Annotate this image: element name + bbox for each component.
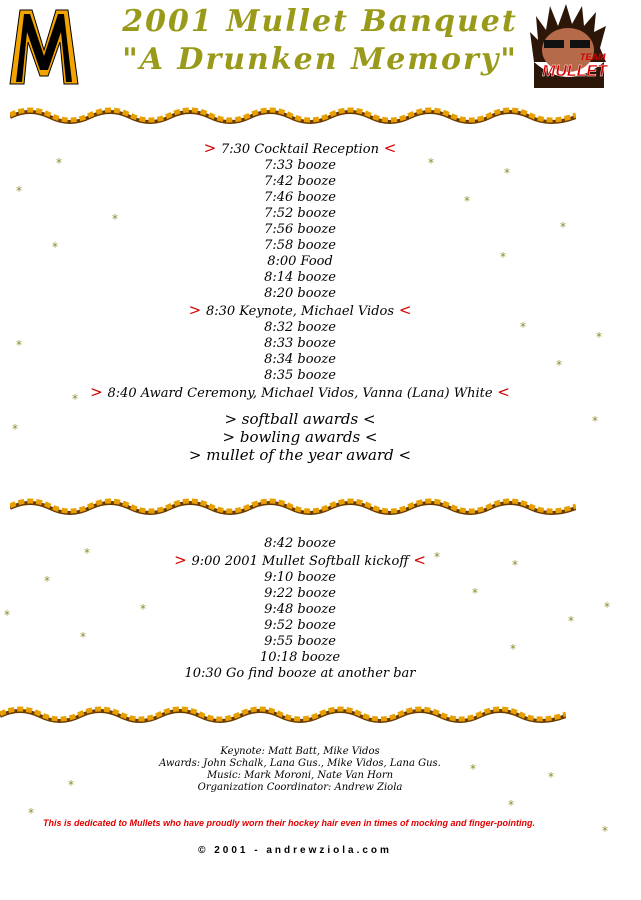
star-icon: * bbox=[596, 330, 602, 344]
arrow-left-icon: > bbox=[203, 139, 221, 157]
star-icon: * bbox=[500, 250, 506, 264]
arrow-left-icon: > bbox=[90, 383, 108, 401]
star-icon: * bbox=[592, 414, 598, 428]
star-icon: * bbox=[52, 240, 58, 254]
schedule-item: 7:58 booze bbox=[264, 238, 336, 253]
arrow-right-icon: < bbox=[408, 551, 426, 569]
star-icon: * bbox=[560, 220, 566, 234]
dedication-text: This is dedicated to Mullets who have proudly worn their hockey hair even in times of mocking and finger-pointing. bbox=[42, 818, 536, 828]
star-icon: * bbox=[44, 574, 50, 588]
mullet-m-logo bbox=[6, 6, 82, 86]
schedule-item: 8:42 booze bbox=[264, 536, 336, 551]
page-subtitle: "A Drunken Memory" bbox=[122, 42, 518, 77]
schedule-item: 8:20 booze bbox=[264, 286, 336, 301]
star-icon: * bbox=[512, 558, 518, 572]
credit-music: Music: Mark Moroni, Nate Van Horn bbox=[206, 770, 394, 781]
page-title: 2001 Mullet Banquet bbox=[122, 4, 518, 39]
schedule-item: 10:30 Go find booze at another bar bbox=[184, 666, 416, 681]
schedule-item: 7:56 booze bbox=[264, 222, 336, 237]
star-icon: * bbox=[520, 320, 526, 334]
schedule-item-label: 7:30 Cocktail Reception bbox=[220, 142, 380, 157]
schedule-item bbox=[0, 552, 600, 570]
star-icon: * bbox=[472, 586, 478, 600]
star-icon: * bbox=[140, 602, 146, 616]
schedule-item-label: 9:00 2001 Mullet Softball kickoff bbox=[191, 554, 409, 569]
schedule-part-2 bbox=[0, 536, 600, 682]
star-icon: * bbox=[4, 608, 10, 622]
schedule-item bbox=[0, 140, 600, 158]
awards-item-bowling: > bowling awards < bbox=[222, 428, 378, 446]
schedule-item: 9:10 booze bbox=[264, 570, 336, 585]
star-icon: * bbox=[84, 546, 90, 560]
garland-divider-middle bbox=[10, 494, 576, 518]
star-icon: * bbox=[548, 770, 554, 784]
schedule-item: 9:52 booze bbox=[264, 618, 336, 633]
schedule-item-label: 8:30 Keynote, Michael Vidos bbox=[205, 304, 395, 319]
garland-divider-bottom bbox=[0, 702, 566, 726]
logo-team-text: TEAM bbox=[580, 52, 606, 62]
star-icon: * bbox=[556, 358, 562, 372]
star-icon: * bbox=[504, 166, 510, 180]
star-icon: * bbox=[428, 156, 434, 170]
garland-divider-top bbox=[10, 103, 576, 127]
arrow-left-icon: > bbox=[188, 301, 206, 319]
schedule-item: 9:55 booze bbox=[264, 634, 336, 649]
star-icon: * bbox=[72, 392, 78, 406]
schedule-part-1 bbox=[0, 140, 600, 402]
star-icon: * bbox=[112, 212, 118, 226]
credit-coordinator: Organization Coordinator: Andrew Ziola bbox=[197, 782, 403, 793]
schedule-item: 8:32 booze bbox=[264, 320, 336, 335]
schedule-item: 8:35 booze bbox=[264, 368, 336, 383]
schedule-item-label: 8:40 Award Ceremony, Michael Vidos, Vanna (Lana) White bbox=[107, 386, 493, 401]
star-icon: * bbox=[604, 600, 610, 614]
credit-keynote: Keynote: Matt Batt, Mike Vidos bbox=[220, 746, 380, 757]
credits bbox=[0, 746, 600, 794]
schedule-item: 9:48 booze bbox=[264, 602, 336, 617]
star-icon: * bbox=[602, 824, 608, 838]
awards-item-mullet: > mullet of the year award < bbox=[188, 446, 412, 464]
schedule-item: 7:42 booze bbox=[264, 174, 336, 189]
credit-awards: Awards: John Schalk, Lana Gus., Mike Vidos, Lana Gus. bbox=[159, 758, 441, 769]
star-icon: * bbox=[464, 194, 470, 208]
star-icon: * bbox=[80, 630, 86, 644]
star-icon: * bbox=[510, 642, 516, 656]
star-icon: * bbox=[16, 338, 22, 352]
schedule-item: 9:22 booze bbox=[264, 586, 336, 601]
arrow-left-icon: > bbox=[174, 551, 192, 569]
logo-mullet-text: MULLET bbox=[542, 63, 607, 80]
schedule-item: 8:33 booze bbox=[264, 336, 336, 351]
arrow-right-icon: < bbox=[492, 383, 510, 401]
arrow-right-icon: < bbox=[379, 139, 397, 157]
star-icon: * bbox=[434, 550, 440, 564]
copyright-link[interactable]: © 2001 - andrewziola.com bbox=[198, 845, 392, 856]
schedule-item: 8:14 booze bbox=[264, 270, 336, 285]
schedule-item bbox=[0, 384, 600, 402]
star-icon: * bbox=[68, 778, 74, 792]
schedule-item: 8:34 booze bbox=[264, 352, 336, 367]
star-icon: * bbox=[508, 798, 514, 812]
star-icon: * bbox=[56, 156, 62, 170]
star-icon: * bbox=[470, 762, 476, 776]
awards-list bbox=[0, 410, 600, 464]
schedule-item: 8:00 Food bbox=[267, 254, 333, 269]
schedule-item: 7:33 booze bbox=[264, 158, 336, 173]
schedule-item: 7:46 booze bbox=[264, 190, 336, 205]
star-icon: * bbox=[28, 806, 34, 820]
team-mullet-logo bbox=[528, 2, 608, 88]
schedule-item: 10:18 booze bbox=[259, 650, 341, 665]
star-icon: * bbox=[12, 422, 18, 436]
schedule-item: 7:52 booze bbox=[264, 206, 336, 221]
star-icon: * bbox=[568, 614, 574, 628]
arrow-right-icon: < bbox=[394, 301, 412, 319]
awards-item-softball: > softball awards < bbox=[224, 410, 376, 428]
star-icon: * bbox=[16, 184, 22, 198]
schedule-item bbox=[0, 302, 600, 320]
